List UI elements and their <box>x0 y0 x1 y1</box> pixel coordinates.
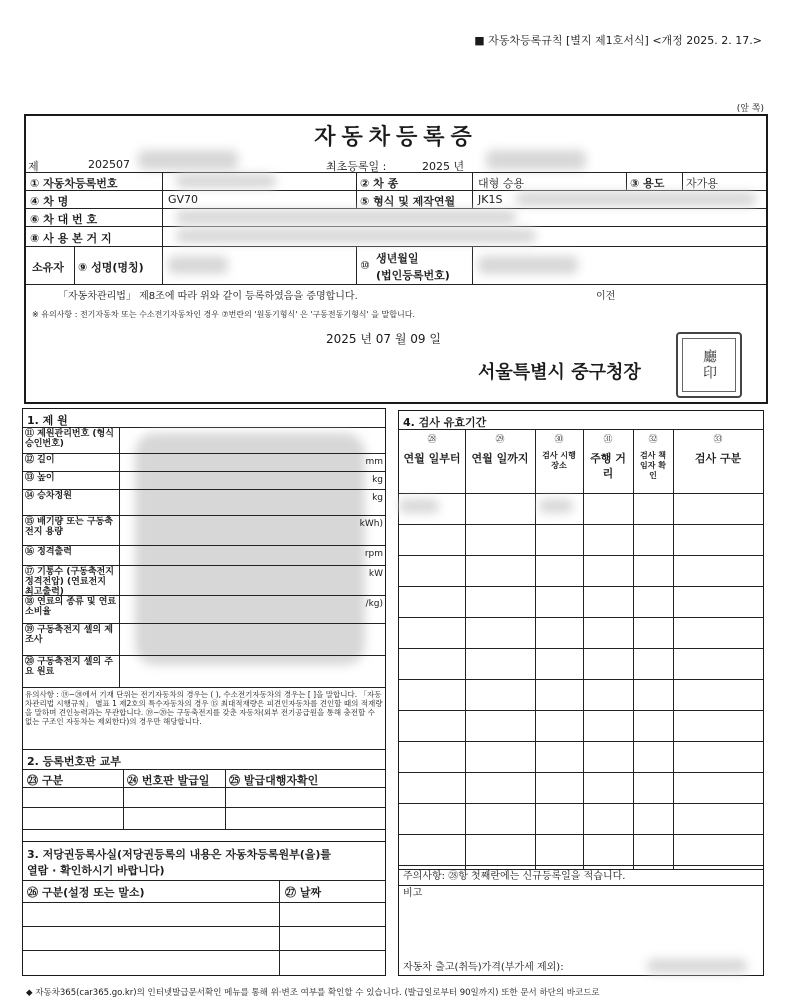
inspection-notice: 주의사항: ㉘항 첫째란에는 신규등록일을 적습니다. <box>403 871 626 882</box>
spec-footnote: 유의사항 : ⑲~⑳에서 기재 단위는 전기자동차의 경우는 ( ), 수소전기자동차의 경우는 [ ]을 말합니다. 「자동차관리법 시행규칙」 별표 1 제2호의 특수자동차의 경우 ⑮ 최대적재량은 피견인자동차를 견인할 때의 적재량을 말하며 견인능력과는 무관합니다. ⑲~⑳는 구동축전지를 갖춘 자동차(외부 전기공급원을 통해 충전할 수 없는 구조인 자동차는 제외한다)의 경우만 해당합니다. <box>25 690 383 726</box>
inspection-row-divider <box>399 834 763 835</box>
inspection-heading: 4. 검사 유효기간 <box>403 416 487 429</box>
inspection-row-divider <box>399 710 763 711</box>
spec-item-label: ⑯ 정격출력 <box>25 547 72 557</box>
spec-item-label: ⑳ 구동축전지 셀의 주요 원료 <box>25 657 113 677</box>
spec-row-divider <box>23 623 385 624</box>
first-reg-label: 최초등록일 : <box>326 160 387 173</box>
inspection-row-divider <box>399 524 763 525</box>
spec-row-divider <box>23 545 385 546</box>
official-seal <box>676 332 742 398</box>
first-reg-value: 2025 년 <box>422 160 465 173</box>
page-side-note: (앞 쪽) <box>736 104 764 114</box>
inspection-row-divider <box>399 741 763 742</box>
inspection-row-divider <box>399 648 763 649</box>
use-value: 자가용 <box>686 177 718 190</box>
inspection-col-num: ㉚ <box>554 435 564 445</box>
inspection-col-label: 검사 시행장소 <box>542 451 576 470</box>
birth-label-2: (법인등록번호) <box>376 269 450 282</box>
certificate-box <box>24 114 768 404</box>
transfer-label: 이전 <box>596 291 616 302</box>
inspection-col-label: 연월 일부터 <box>403 452 461 465</box>
certificate-number: 202507 <box>88 158 130 171</box>
type-value: 대형 승용 <box>478 177 525 190</box>
spec-item-label: ⑮ 배기량 또는 구동축전지 용량 <box>25 517 113 537</box>
plate-col-2: ㉔ 번호판 발급일 <box>127 774 210 787</box>
mortgage-col-1: ㉖ 구분(설정 또는 말소) <box>27 886 145 899</box>
spec-item-unit: kg <box>372 475 383 485</box>
spec-row-divider <box>23 471 385 472</box>
number-label: 제 <box>28 160 39 173</box>
mortgage-heading-1: 3. 저당권등록사실(저당권등록의 내용은 자동차등록원부(을)를 <box>27 848 332 861</box>
inspection-col-num: ㉝ <box>713 435 723 445</box>
spec-row-divider <box>23 595 385 596</box>
spec-item-label: ⑰ 기통수 (구동축전지정격전압) (연료전지 최고출력) <box>25 567 114 597</box>
birth-num: ⑩ <box>360 259 370 272</box>
reg-no-label: ① 자동차등록번호 <box>30 177 118 190</box>
issue-date: 2025 년 07 월 09 일 <box>326 332 441 346</box>
spec-item-unit: mm <box>365 457 383 467</box>
owner-name-label: ⑨ 성명(명칭) <box>78 261 144 274</box>
seal-mark: 廳印 <box>701 349 717 381</box>
issuer-name: 서울특별시 중구청장 <box>478 362 641 383</box>
inspection-col-label: 주행 거리 <box>590 452 626 480</box>
certificate-statement: 「자동차관리법」 제8조에 따라 위와 같이 등록하였음을 증명합니다. <box>58 291 358 302</box>
name-label: ④ 차 명 <box>30 195 69 208</box>
owner-label: 소유자 <box>32 261 64 274</box>
redacted-entry <box>399 499 439 513</box>
inspection-col-label: 검사 책임자 확인 <box>640 451 666 480</box>
spec-item-label: ⑲ 구동축전지 셀의 제조사 <box>25 625 113 645</box>
inspection-col-num: ㉙ <box>495 435 505 445</box>
inspection-row-divider <box>399 617 763 618</box>
inspection-col-num: ㉛ <box>603 435 613 445</box>
spec-item-label: ⑪ 제원관리번호 (형식승인번호) <box>25 429 114 449</box>
spec-row-divider <box>23 565 385 566</box>
footer-text: ◆ 자동차365(car365.go.kr)의 인터넷발급문서확인 메뉴를 통해 위·변조 여부를 확인할 수 있습니다. (발급일로부터 90일까지) 또한 문서 하단의 바코드로 <box>26 988 600 998</box>
plate-heading: 2. 등록번호판 교부 <box>27 755 121 768</box>
inspection-col-label: 연월 일까지 <box>471 452 529 465</box>
location-label: ⑧ 사 용 본 거 지 <box>30 232 112 245</box>
vin-label: ⑥ 차 대 번 호 <box>30 213 98 226</box>
inspection-row-divider <box>399 772 763 773</box>
spec-row-divider <box>23 489 385 490</box>
spec-item-unit: /kg) <box>365 599 383 609</box>
model-value: JK1S <box>478 193 503 206</box>
name-value: GV70 <box>168 193 199 206</box>
type-label: ② 차 종 <box>360 177 399 190</box>
plate-col-1: ㉓ 구분 <box>27 774 64 787</box>
use-label: ③ 용도 <box>630 177 665 190</box>
plate-col-3: ㉕ 발급대행자확인 <box>229 774 319 787</box>
inspection-header-divider <box>399 493 763 494</box>
inspection-col-num: ㉘ <box>427 435 437 445</box>
inspection-row-divider <box>399 865 763 866</box>
inspection-row-divider <box>399 679 763 680</box>
mortgage-heading-2: 열람 · 확인하시기 바랍니다) <box>27 864 165 877</box>
price-label: 자동차 출고(취득)가격(부가세 제외): <box>403 962 564 973</box>
inspection-row-divider <box>399 555 763 556</box>
spec-item-label: ⑭ 승차정원 <box>25 491 72 501</box>
inspection-col-label: 검사 구분 <box>694 452 742 465</box>
spec-item-unit: rpm <box>364 549 383 559</box>
inspection-row-divider <box>399 803 763 804</box>
remarks-label: 비고 <box>403 888 423 899</box>
inspection-col-num: ㉜ <box>648 435 658 445</box>
spec-row-divider <box>23 453 385 454</box>
spec-item-unit: kW <box>368 569 383 579</box>
certificate-note: ※ 유의사항 : 전기자동차 또는 수소전기자동차인 경우 ⑦번란의 '원동기형식' 은 '구동전동기형식' 을 말합니다. <box>32 310 415 319</box>
spec-section <box>22 408 386 842</box>
spec-row-divider <box>23 655 385 656</box>
model-label: ⑤ 형식 및 제작연월 <box>360 195 456 208</box>
spec-item-unit: kWh) <box>359 519 383 529</box>
spec-heading: 1. 제 원 <box>27 414 68 427</box>
spec-row-divider <box>23 515 385 516</box>
mortgage-col-2: ㉗ 날짜 <box>285 886 322 899</box>
spec-item-unit: kg <box>372 493 383 503</box>
spec-item-label: ⑬ 높이 <box>25 473 55 483</box>
redacted-entry <box>539 499 573 513</box>
regulation-header: ■ 자동차등록규칙 [별지 제1호서식] <개정 2025. 2. 17.> <box>474 34 762 47</box>
inspection-section <box>398 410 764 976</box>
spec-item-label: ⑫ 길이 <box>25 455 55 465</box>
mortgage-section <box>22 842 386 976</box>
inspection-row-divider <box>399 586 763 587</box>
certificate-title: 자동차등록증 <box>314 125 478 150</box>
birth-label-1: 생년월일 <box>376 252 419 265</box>
spec-item-label: ⑱ 연료의 종류 및 연료소비율 <box>25 597 117 617</box>
